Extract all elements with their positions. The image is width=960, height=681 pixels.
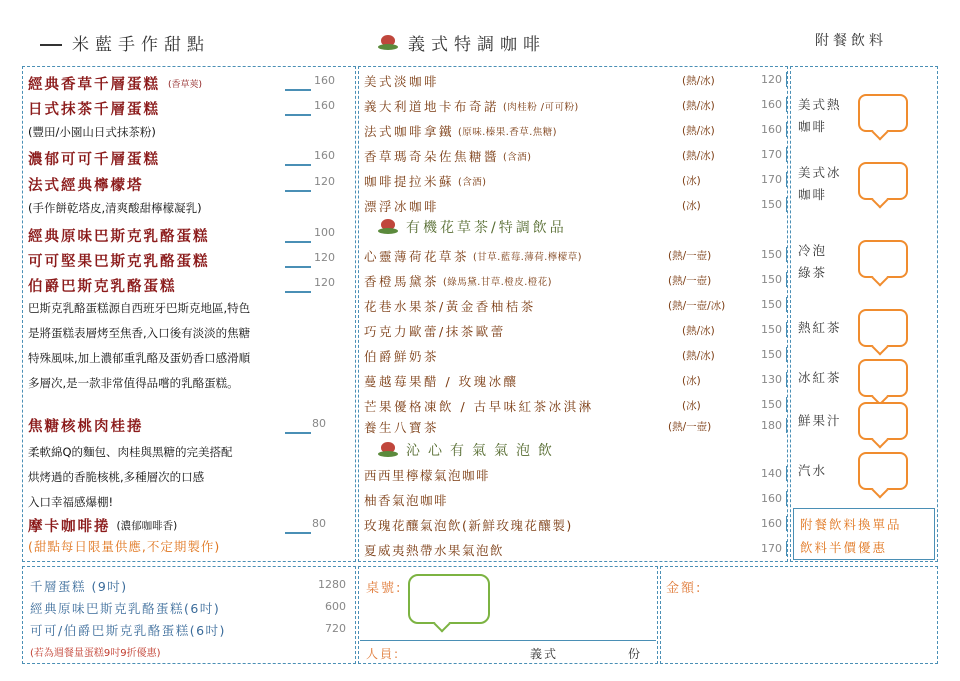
drink-price: 170	[761, 542, 782, 555]
drink-option: (熱/冰)	[682, 150, 715, 162]
promo-line-2: 飲料半價優惠	[800, 540, 888, 555]
table-panel	[358, 566, 658, 664]
drink-price: 170	[761, 148, 782, 161]
drink-name: 咖啡提拉米蘇	[364, 174, 455, 189]
drink-name: 柚香氣泡咖啡	[364, 493, 449, 508]
drink-name: 香橙馬黛茶	[364, 274, 440, 289]
drink-name: 夏威夷熱帶水果氣泡飲	[364, 543, 505, 558]
coffee-section-title: 義式特調咖啡	[378, 30, 546, 55]
drink-option: (熱/一壺)	[668, 275, 712, 287]
set-drink-checkbox[interactable]	[858, 94, 908, 132]
drink-option: (冰)	[682, 400, 701, 412]
dessert-item	[28, 275, 177, 296]
set-drink-label: 咖啡	[798, 119, 828, 134]
drink-detail: (甘草.藍莓.薄荷.檸檬草)	[473, 252, 582, 263]
set-drink-checkbox[interactable]	[858, 309, 908, 347]
dessert-name: (手作餅乾塔皮,清爽酸甜檸檬凝乳)	[28, 201, 202, 215]
dessert-item	[28, 148, 160, 169]
whole-cake-price: 600	[325, 600, 346, 613]
dessert-name: 經典香草千層蛋糕	[28, 77, 160, 93]
drink-item	[364, 397, 594, 415]
drink-price: 130	[761, 373, 782, 386]
dessert-price: 80	[312, 417, 326, 430]
dessert-item	[28, 124, 156, 140]
dessert-name: 日式抹茶千層蛋糕	[28, 102, 160, 118]
drink-name: 巧克力歐蕾/抹茶歐蕾	[364, 324, 506, 339]
drink-price: 170	[761, 173, 782, 186]
drink-item	[364, 72, 439, 90]
drink-option: (熱/冰)	[682, 325, 715, 337]
drink-item	[364, 147, 531, 165]
whole-cake-price: 720	[325, 622, 346, 635]
price-divider	[786, 322, 787, 337]
drink-name: 法式咖啡拿鐵	[364, 124, 455, 139]
tea-section-title	[378, 217, 567, 237]
dessert-name: (豐田/小園山日式抹茶粉)	[28, 125, 156, 139]
set-drink-label: 綠茶	[798, 265, 828, 280]
basque-description-line: 特殊風味,加上濃郁重乳酪及蛋奶香口感滑順	[28, 351, 251, 365]
drink-name: 香草瑪奇朵佐焦糖醬	[364, 149, 500, 164]
set-drink-label: 美式冰	[798, 165, 842, 180]
drink-name: 漂浮冰咖啡	[364, 199, 440, 214]
dessert-price: 160	[314, 74, 335, 87]
cake-discount-note: (若為週餐量蛋糕9吋9折優惠)	[30, 648, 161, 659]
drink-price: 180	[761, 419, 782, 432]
price-divider	[786, 418, 787, 433]
dessert-item	[28, 200, 202, 216]
price-divider	[786, 122, 787, 137]
drink-item	[364, 272, 552, 290]
tea-section-label: 有機花草茶/特調飲品	[406, 220, 567, 236]
roll-description-line: 烘烤過的香脆核桃,多種層次的口感	[28, 470, 205, 484]
drink-option: (冰)	[682, 175, 701, 187]
dessert-item	[28, 73, 202, 94]
drink-name: 美式淡咖啡	[364, 74, 440, 89]
staff-label: 人員:	[366, 647, 401, 661]
dessert-note: (濃郁咖啡香)	[116, 520, 178, 532]
drink-name: 玫瑰花釀氣泡飲(新鮮玫瑰花釀製)	[364, 518, 573, 533]
drink-option: (冰)	[682, 375, 701, 387]
price-divider	[786, 197, 787, 212]
drink-detail: (綠馬黛.甘草.橙皮.橙花)	[443, 277, 552, 288]
price-divider	[786, 297, 787, 312]
drink-name: 心靈薄荷花草茶	[364, 249, 470, 264]
price-underline	[285, 164, 311, 166]
drink-item	[364, 297, 536, 315]
drink-price: 160	[761, 492, 782, 505]
price-underline	[285, 89, 311, 91]
price-divider	[786, 72, 787, 87]
drink-detail: (肉桂粉 /可可粉)	[503, 102, 579, 113]
set-drink-label: 冷泡	[798, 243, 828, 258]
price-divider	[786, 541, 787, 556]
set-drink-checkbox[interactable]	[858, 359, 908, 397]
price-divider	[786, 147, 787, 162]
drink-option: (熱/一壺)	[668, 250, 712, 262]
dessert-item	[28, 98, 160, 119]
drink-price: 150	[761, 348, 782, 361]
drink-price: 150	[761, 248, 782, 261]
price-divider	[786, 247, 787, 262]
dessert-name: 焦糖核桃肉桂捲	[28, 419, 144, 435]
drink-name: 伯爵鮮奶茶	[364, 349, 440, 364]
dessert-name: 濃郁可可千層蛋糕	[28, 152, 160, 168]
set-drink-checkbox[interactable]	[858, 240, 908, 278]
drink-name: 養生八寶茶	[364, 420, 440, 435]
whole-cake-name: 可可/伯爵巴斯克乳酪蛋糕(6吋)	[30, 623, 226, 638]
drink-name: 芒果優格凍飲 / 古早味紅茶冰淇淋	[364, 399, 594, 414]
promo-line-1: 附餐飲料換單品	[800, 517, 902, 532]
basque-description-line: 多層次,是一款非常值得品嚐的乳酪蛋糕。	[28, 376, 239, 390]
dessert-name: 法式經典檸檬塔	[28, 178, 144, 194]
drink-item	[364, 347, 439, 365]
dessert-section-title: 米藍手作甜點	[40, 30, 210, 55]
whole-cake-name: 經典原味巴斯克乳酪蛋糕(6吋)	[30, 601, 221, 616]
drink-price: 150	[761, 323, 782, 336]
dessert-item	[28, 174, 144, 195]
set-drink-label: 美式熱	[798, 97, 842, 112]
price-divider	[786, 347, 787, 362]
dessert-footnote: (甜點每日限量供應,不定期製作)	[28, 539, 221, 554]
price-divider	[786, 372, 787, 387]
price-divider	[786, 272, 787, 287]
drink-price: 140	[761, 467, 782, 480]
set-drinks-title: 附餐飲料	[815, 33, 887, 49]
dessert-price: 120	[314, 175, 335, 188]
soda-section-label: 沁心有氣氣泡飲	[406, 443, 560, 459]
set-drink-label: 冰紅茶	[798, 370, 842, 385]
price-underline	[285, 114, 311, 116]
title-dash-icon	[40, 44, 62, 46]
drink-option: (熱/冰)	[682, 350, 715, 362]
amount-label: 金額:	[666, 581, 703, 596]
drink-item	[364, 372, 519, 390]
price-underline	[285, 241, 311, 243]
drink-name: 義大利道地卡布奇諾	[364, 99, 500, 114]
style-label: 義式	[530, 647, 559, 661]
set-drink-label: 咖啡	[798, 187, 828, 202]
price-divider	[786, 491, 787, 506]
promo-box	[793, 508, 935, 560]
drink-item	[364, 122, 557, 140]
drink-item	[364, 172, 486, 190]
drink-price: 160	[761, 98, 782, 111]
drink-price: 160	[761, 517, 782, 530]
drink-item	[364, 322, 506, 340]
dessert-price: 160	[314, 149, 335, 162]
portion-label: 份	[628, 647, 643, 661]
dessert-name: 伯爵巴斯克乳酪蛋糕	[28, 279, 177, 295]
staff-divider	[360, 640, 656, 641]
whole-cake-name: 千層蛋糕 (9吋)	[30, 579, 128, 594]
table-number-field[interactable]	[408, 574, 490, 624]
price-underline	[285, 266, 311, 268]
dessert-name: 可可堅果巴斯克乳酪蛋糕	[28, 254, 210, 270]
price-divider	[786, 97, 787, 112]
set-drink-label: 熱紅茶	[798, 320, 842, 335]
price-divider	[786, 516, 787, 531]
set-drink-checkbox[interactable]	[858, 402, 908, 440]
price-divider	[786, 397, 787, 412]
whole-cake-price: 1280	[318, 578, 346, 591]
drink-option: (熱/一壺)	[668, 421, 712, 433]
price-underline	[285, 291, 311, 293]
drink-item	[364, 418, 439, 436]
drink-price: 160	[761, 123, 782, 136]
drink-item	[364, 97, 579, 115]
dessert-price: 120	[314, 276, 335, 289]
basque-description-line: 巴斯克乳酪蛋糕源自西班牙巴斯克地區,特色	[28, 301, 251, 315]
rose-icon	[378, 35, 398, 51]
price-underline	[285, 432, 311, 434]
table-number-label: 桌號:	[366, 581, 403, 596]
set-drink-checkbox[interactable]	[858, 452, 908, 490]
drink-price: 150	[761, 198, 782, 211]
drink-name: 蔓越莓果醋 / 玫瑰冰釀	[364, 374, 519, 389]
rose-icon	[378, 442, 398, 458]
drink-option: (熱/冰)	[682, 75, 715, 87]
dessert-price: 80	[312, 517, 326, 530]
set-drink-label: 汽水	[798, 463, 828, 478]
set-drink-label: 鮮果汁	[798, 413, 842, 428]
drink-option: (熱/一壺/冰)	[668, 300, 726, 312]
dessert-name: 摩卡咖啡捲	[28, 519, 111, 535]
drink-detail: (含酒)	[503, 152, 532, 163]
drink-name: 西西里檸檬氣泡咖啡	[364, 468, 491, 483]
drink-item	[364, 197, 439, 215]
drink-price: 120	[761, 73, 782, 86]
basque-description-line: 是將蛋糕表層烤至焦香,入口後有淡淡的焦糖	[28, 326, 251, 340]
drink-option: (冰)	[682, 200, 701, 212]
drink-detail: (原味.榛果.香草.焦糖)	[458, 127, 557, 138]
dessert-name: 經典原味巴斯克乳酪蛋糕	[28, 229, 210, 245]
dessert-price: 100	[314, 226, 335, 239]
dessert-price: 160	[314, 99, 335, 112]
dessert-item	[28, 515, 177, 536]
drink-option: (熱/冰)	[682, 125, 715, 137]
price-divider	[786, 172, 787, 187]
drink-price: 150	[761, 298, 782, 311]
drink-detail: (含酒)	[458, 177, 487, 188]
drink-option: (熱/冰)	[682, 100, 715, 112]
soda-section-title	[378, 440, 560, 460]
dessert-item	[28, 225, 210, 246]
price-underline	[285, 532, 311, 534]
drink-item	[364, 247, 582, 265]
price-divider	[786, 466, 787, 481]
drink-price: 150	[761, 398, 782, 411]
drink-price: 150	[761, 273, 782, 286]
roll-description-line: 入口幸福感爆棚!	[28, 495, 114, 509]
dessert-note: (香草莢)	[168, 80, 203, 90]
drink-name: 花巷水果茶/黃金香柚桔茶	[364, 299, 536, 314]
dessert-price: 120	[314, 251, 335, 264]
set-drink-checkbox[interactable]	[858, 162, 908, 200]
rose-icon	[378, 219, 398, 235]
dessert-item	[28, 250, 210, 271]
price-underline	[285, 190, 311, 192]
roll-description-line: 柔軟綿Q的麵包、肉桂與黑糖的完美搭配	[28, 445, 233, 459]
